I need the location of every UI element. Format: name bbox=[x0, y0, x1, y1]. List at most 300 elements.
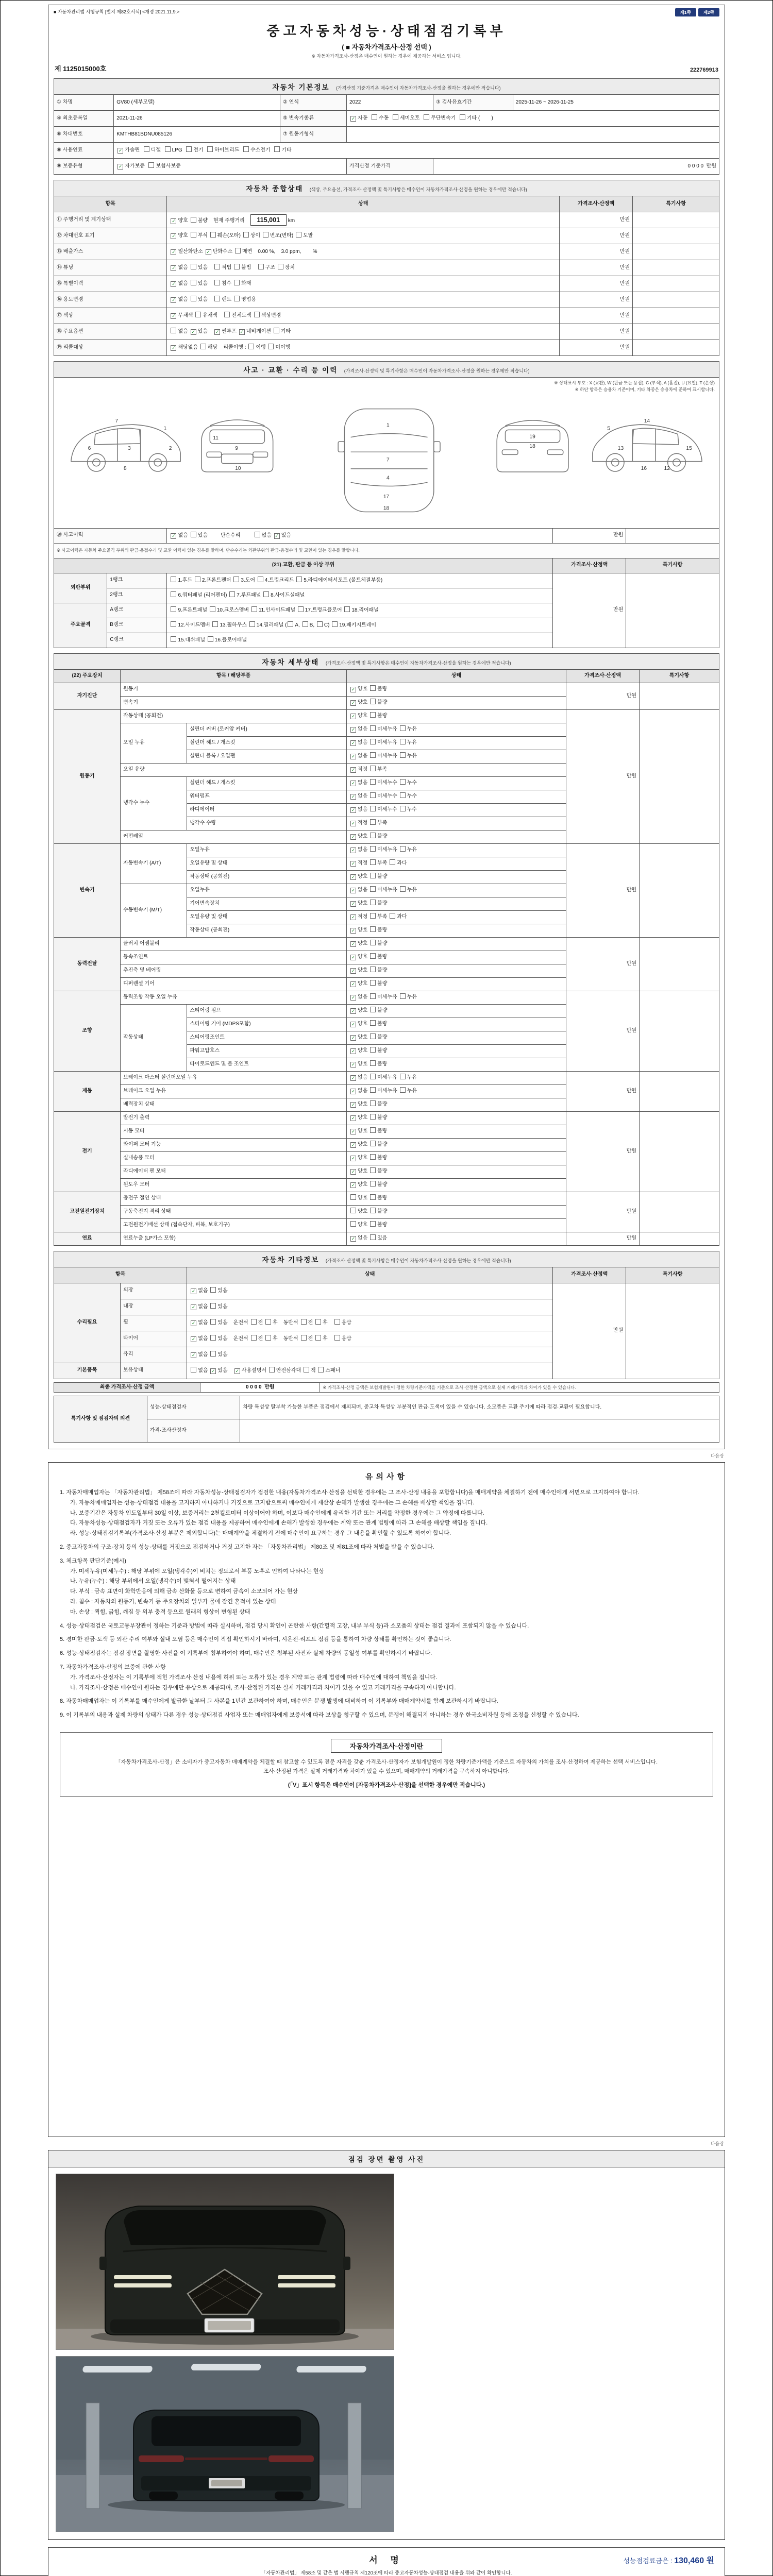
comprehensive-cell: ✓ 없음 있음 렌트 영업용 bbox=[167, 292, 560, 308]
detail-cell: 스티어링 기어 (MDPS포함) bbox=[187, 1018, 347, 1031]
comprehensive-row bbox=[54, 260, 719, 276]
accident-cell: 만원 bbox=[553, 528, 626, 543]
next-page-marker: 다음장 bbox=[710, 1453, 724, 1459]
diagram-number: 13 bbox=[617, 445, 624, 451]
base-price-cell: 0 0 0 0 만원 bbox=[433, 159, 719, 175]
comprehensive-cell bbox=[633, 292, 719, 308]
detail-cell: 실린더 헤드 / 개스킷 bbox=[187, 736, 347, 750]
checkbox-icon bbox=[370, 859, 376, 865]
detail-cell: ✓ 양호 불량 bbox=[347, 1018, 566, 1031]
detail-cell: 윈도우 모터 bbox=[121, 1178, 347, 1192]
detail-cell: 항목 / 해당부품 bbox=[121, 669, 347, 683]
notice-line: 다. 자동차성능·상태점검자가 거짓 또는 오류가 있는 점검 내용을 제공하여 매수인에게 손해가 발생한 경우에는 계약 또는 관계 법령에 따라 그 손해를 배상할 책임을 집니다. bbox=[70, 1520, 488, 1527]
checkbox-icon bbox=[251, 1335, 257, 1341]
checkbox-checked-icon: ✓ bbox=[351, 901, 356, 907]
checkbox-icon bbox=[171, 328, 176, 333]
page-badges bbox=[675, 8, 719, 16]
detail-cell: 작동상태 (공회전) bbox=[187, 870, 347, 884]
photo-front-svg bbox=[56, 2174, 394, 2349]
section-etc-note: (가격조사·산정액 및 특기사항은 매수인이 자동차가격조사·산정을 원하는 경우에만 적습니다) bbox=[325, 1258, 511, 1263]
checkbox-checked-icon: ✓ bbox=[118, 148, 123, 154]
checkbox-icon bbox=[171, 606, 176, 612]
detail-cell: ✓ 양호 불량 bbox=[347, 1125, 566, 1138]
photo-rear-svg bbox=[56, 2357, 394, 2532]
checkbox-checked-icon: ✓ bbox=[351, 1062, 356, 1067]
checkbox-icon bbox=[144, 146, 149, 152]
checkbox-checked-icon: ✓ bbox=[351, 1048, 356, 1054]
checkbox-icon bbox=[370, 1007, 376, 1012]
diagram-legend-line-2: ※ 하단 항목은 승용차 기준이며, 기타 차종은 승용차에 준하여 표시합니다. bbox=[575, 386, 715, 392]
detail-cell: 실내송풍 모터 bbox=[121, 1151, 347, 1165]
etc-cell: ✓ 없음 있음 운전석 전 후 동반석 전 후 응급 bbox=[187, 1331, 553, 1347]
basic-cell: ⑦ 원동기형식 bbox=[280, 127, 346, 143]
diagram-number: 16 bbox=[641, 465, 647, 471]
checkbox-icon bbox=[191, 232, 196, 238]
basic-row bbox=[54, 143, 719, 159]
checkbox-icon bbox=[370, 1033, 376, 1039]
etc-cell: 외장 bbox=[121, 1283, 187, 1299]
section-basic-header bbox=[54, 78, 719, 94]
detail-cell: 동력조향 작동 오일 누유 bbox=[121, 991, 347, 1004]
etc-cell: 항목 bbox=[54, 1267, 187, 1283]
form-top-header bbox=[54, 8, 719, 16]
inspection-photo-front bbox=[56, 2174, 394, 2350]
first-registration-date-cell: 2021-11-26 bbox=[114, 111, 280, 127]
accident-cell: 주요골격 bbox=[54, 603, 107, 648]
basic-cell: ⑨ 보증유형 bbox=[54, 159, 114, 175]
checkbox-checked-icon: ✓ bbox=[351, 1115, 356, 1121]
checkbox-icon bbox=[400, 752, 406, 758]
accident-cell bbox=[626, 528, 719, 543]
comprehensive-cell bbox=[633, 228, 719, 244]
etc-cell: 상태 bbox=[187, 1267, 553, 1283]
notice-line: 라. 침수 : 자동차의 원동기, 변속기 등 주요장치의 일부가 물에 잠긴 흔적이 있는 상태 bbox=[70, 1598, 276, 1605]
checkbox-icon bbox=[212, 621, 218, 627]
checkbox-icon bbox=[370, 752, 376, 758]
checkbox-checked-icon: ✓ bbox=[351, 740, 356, 746]
checkbox-checked-icon: ✓ bbox=[351, 995, 356, 1001]
section-etc-header bbox=[54, 1251, 719, 1267]
detail-cell: 만원 bbox=[566, 937, 640, 991]
checkbox-checked-icon: ✓ bbox=[191, 1320, 196, 1326]
opinion-row bbox=[54, 1419, 719, 1443]
checkbox-icon bbox=[370, 926, 376, 932]
detail-cell: ✓ 양호 불량 bbox=[347, 1151, 566, 1165]
diagram-number: 14 bbox=[644, 418, 650, 424]
checkbox-icon bbox=[248, 344, 254, 349]
checkbox-icon bbox=[424, 114, 429, 120]
accident-cell: 외판부위 bbox=[54, 573, 107, 603]
notice-line: 3. 체크항목 판단기준(예시) bbox=[60, 1557, 126, 1564]
detail-cell: 만원 bbox=[566, 683, 640, 709]
accident-table-holder bbox=[54, 528, 719, 648]
checkbox-icon bbox=[460, 114, 465, 120]
basic-row bbox=[54, 127, 719, 143]
checkbox-icon bbox=[234, 296, 240, 301]
section-detail-title: 자동차 세부상태 bbox=[262, 658, 320, 666]
detail-cell bbox=[640, 683, 719, 709]
checkbox-icon bbox=[370, 685, 376, 691]
comprehensive-cell: ✓ 없음 있음 적법 불법 구조 장치 bbox=[167, 260, 560, 276]
checkbox-icon bbox=[235, 248, 241, 253]
detail-cell bbox=[640, 1232, 719, 1245]
comprehensive-table-holder bbox=[54, 196, 719, 356]
price-survey-info-line-2: 조사·산정된 가격은 실제 거래가격과 차이가 있을 수 있으며, 매매계약의 거래가격을 구속하지 아니합니다. bbox=[263, 1768, 510, 1774]
basic-row bbox=[54, 159, 719, 175]
checkbox-icon bbox=[370, 1087, 376, 1093]
detail-cell: 가격조사·산정액 bbox=[566, 669, 640, 683]
notice-line: 다. 부식 : 금속 표면이 화학반응에 의해 금속 산화물 등으로 변하여 금속이 소모되어 가는 현상 bbox=[70, 1588, 298, 1595]
document-number-row bbox=[55, 63, 718, 73]
checkbox-checked-icon: ✓ bbox=[351, 928, 356, 934]
checkbox-icon bbox=[370, 1020, 376, 1026]
checkbox-checked-icon: ✓ bbox=[351, 714, 356, 719]
checkbox-checked-icon: ✓ bbox=[351, 981, 356, 987]
checkbox-icon bbox=[191, 280, 196, 285]
checkbox-icon bbox=[370, 819, 376, 825]
detail-cell bbox=[640, 937, 719, 991]
section-accident-note: (가격조사·산정액 및 특기사항은 매수인이 자동차가격조사·산정을 원하는 경우에만 적습니다) bbox=[344, 368, 530, 374]
etc-cell: 없음 ✓ 있음 ✓ 사용설명서 안전삼각대 잭 스패너 bbox=[187, 1363, 553, 1379]
checkbox-icon bbox=[191, 264, 196, 269]
comprehensive-cell: 가격조사·산정액 bbox=[560, 196, 633, 212]
section-basic-title: 자동차 기본정보 bbox=[272, 83, 330, 91]
checkbox-icon bbox=[234, 280, 240, 285]
comprehensive-cell: ⑫ 차대번호 표기 bbox=[54, 228, 167, 244]
accident-cell: 1랭크 bbox=[107, 573, 167, 588]
checkbox-icon bbox=[254, 312, 260, 317]
accident-cell: 가격조사·산정액 bbox=[553, 558, 626, 573]
detail-row bbox=[54, 1111, 719, 1125]
detail-cell: 만원 bbox=[566, 1192, 640, 1232]
checkbox-icon bbox=[249, 621, 255, 627]
detail-cell bbox=[640, 1192, 719, 1232]
checkbox-icon bbox=[258, 264, 264, 269]
checkbox-icon bbox=[301, 1335, 307, 1341]
comprehensive-cell: 만원 bbox=[560, 292, 633, 308]
diagram-number: 6 bbox=[88, 445, 91, 451]
comprehensive-cell bbox=[633, 308, 719, 324]
comprehensive-cell: 만원 bbox=[560, 212, 633, 228]
comprehensive-cell bbox=[633, 276, 719, 292]
comprehensive-cell: ✓ 없음 있음 침수 화재 bbox=[167, 276, 560, 292]
detail-cell: 오일 유량 bbox=[121, 763, 347, 776]
fuel-type-cell: ✓ 가솔린 디젤 LPG 전기 하이브리드 수소전기 기타 bbox=[114, 143, 719, 159]
basic-cell: ⑤ 변속기종류 bbox=[280, 111, 346, 127]
detail-cell: 상태 bbox=[347, 669, 566, 683]
checkbox-checked-icon: ✓ bbox=[351, 794, 356, 800]
detail-cell: 제동 bbox=[54, 1071, 121, 1111]
checkbox-icon bbox=[210, 606, 215, 612]
detail-cell: (22) 주요장치 bbox=[54, 669, 121, 683]
diagram-number: 9 bbox=[235, 445, 238, 451]
checkbox-icon bbox=[370, 953, 376, 959]
accident-cell: 만원 bbox=[553, 573, 626, 648]
checkbox-icon bbox=[393, 114, 398, 120]
comprehensive-cell: ✓ 양호 부식 훼손(오타) 상이 변조(변타) 도말 bbox=[167, 228, 560, 244]
comprehensive-cell: ✓ 해당없음 해당 리콜이행 : 이행 미이행 bbox=[167, 340, 560, 356]
detail-cell: ✓ 양호 불량 bbox=[347, 977, 566, 991]
detail-cell: 동력전달 bbox=[54, 937, 121, 991]
comprehensive-row bbox=[54, 324, 719, 340]
etc-table-holder bbox=[54, 1267, 719, 1379]
accident-cell: 15.대쉬패널 16.플로어패널 bbox=[167, 633, 553, 648]
checkbox-icon bbox=[370, 873, 376, 878]
checkbox-icon bbox=[400, 725, 406, 731]
detail-cell: 작동상태 bbox=[121, 1004, 187, 1071]
notice-list bbox=[60, 1488, 713, 1721]
checkbox-icon bbox=[370, 993, 376, 999]
notice-line: 6. 성능·상태점검자는 점검 장면을 촬영한 사진을 이 기록부에 첨부하여야 하며, 매수인은 첨부된 사진과 실제 차량의 동일성 여부를 확인하시기 바랍니다. bbox=[60, 1650, 432, 1657]
checkbox-checked-icon: ✓ bbox=[172, 249, 176, 255]
checkbox-checked-icon: ✓ bbox=[172, 265, 176, 271]
section-etc-title: 자동차 기타정보 bbox=[262, 1256, 320, 1264]
detail-cell: ✓ 양호 불량 bbox=[347, 1138, 566, 1151]
checkbox-checked-icon: ✓ bbox=[351, 1156, 356, 1161]
etc-cell: 만원 bbox=[553, 1283, 626, 1379]
detail-cell: 오일 누유 bbox=[121, 723, 187, 763]
detail-cell: ✓ 양호 불량 bbox=[347, 870, 566, 884]
etc-cell: ✓ 없음 있음 bbox=[187, 1299, 553, 1315]
detail-table bbox=[54, 669, 719, 1246]
diagram-number: 7 bbox=[115, 418, 119, 424]
checkbox-checked-icon: ✓ bbox=[172, 218, 176, 224]
checkbox-checked-icon: ✓ bbox=[351, 700, 356, 706]
etc-cell bbox=[626, 1283, 719, 1379]
comprehensive-cell bbox=[633, 212, 719, 228]
accident-cell bbox=[626, 573, 719, 648]
inspection-fee-label: 성능점검료금은 : bbox=[623, 2557, 673, 2565]
detail-cell: 양호 불량 bbox=[347, 1218, 566, 1232]
checkbox-icon bbox=[400, 792, 406, 798]
basic-cell: ③ 검사유효기간 bbox=[433, 95, 513, 111]
checkbox-checked-icon: ✓ bbox=[351, 1129, 356, 1134]
checkbox-icon bbox=[372, 114, 377, 120]
checkbox-icon bbox=[315, 1335, 321, 1341]
detail-cell: ✓ 없음 있음 bbox=[347, 1232, 566, 1245]
inspection-fee-value: 130,460 원 bbox=[674, 2556, 714, 2565]
model-name-cell: GV80 (세부모델) bbox=[114, 95, 280, 111]
detail-cell: 만원 bbox=[566, 991, 640, 1071]
checkbox-checked-icon: ✓ bbox=[351, 1169, 356, 1175]
basic-cell: ④ 최초등록일 bbox=[54, 111, 114, 127]
detail-cell: ✓ 양호 불량 bbox=[347, 1004, 566, 1018]
detail-cell: ✓ 적정 부족 과다 bbox=[347, 910, 566, 924]
next-page-marker-2: 다음장 bbox=[710, 2141, 724, 2146]
checkbox-icon bbox=[400, 806, 406, 811]
detail-cell: ✓ 없음 미세누유 누유 bbox=[347, 843, 566, 857]
basic-row bbox=[54, 111, 719, 127]
main-form bbox=[48, 5, 725, 1449]
checkbox-icon bbox=[263, 591, 269, 597]
final-price-value: 0 0 0 0 만원 bbox=[200, 1382, 320, 1393]
detail-cell: ✓ 양호 불량 bbox=[347, 897, 566, 910]
notice-line: 가. 자동차매매업자는 성능·상태점검 내용을 고지하지 아니하거나 거짓으로 고지함으로써 매수인에게 재산상 손해가 발생한 경우에는 그 손해를 배상할 책임을 집니다. bbox=[70, 1499, 475, 1506]
detail-cell: ✓ 양호 불량 bbox=[347, 683, 566, 696]
checkbox-checked-icon: ✓ bbox=[351, 1236, 356, 1242]
price-survey-info-title-row bbox=[69, 1739, 704, 1753]
checkbox-checked-icon: ✓ bbox=[351, 821, 356, 826]
checkbox-icon bbox=[370, 779, 376, 785]
checkbox-icon bbox=[400, 779, 406, 785]
notice-line: 나. 보증기간은 자동차 인도일부터 30일 이상, 보증거리는 2천킬로미터 이상이어야 하며, 이보다 매수인에게 유리한 기간 또는 거리를 약정한 경우에는 그 약정에 따릅니다. bbox=[70, 1510, 484, 1516]
checkbox-checked-icon: ✓ bbox=[351, 861, 356, 867]
detail-cell: 디퍼렌셜 기어 bbox=[121, 977, 347, 991]
detail-cell: ✓ 양호 불량 bbox=[347, 1058, 566, 1071]
checkbox-icon bbox=[278, 264, 283, 269]
detail-cell: 자기진단 bbox=[54, 683, 121, 709]
comprehensive-cell: ⑱ 주요옵션 bbox=[54, 324, 167, 340]
comprehensive-cell bbox=[633, 324, 719, 340]
detail-cell: ✓ 양호 불량 bbox=[347, 1044, 566, 1058]
detail-cell: 기어변속장치 bbox=[187, 897, 347, 910]
finalprice-table bbox=[54, 1382, 719, 1393]
detail-cell: ✓ 양호 불량 bbox=[347, 964, 566, 977]
detail-cell: 브레이크 마스터 실린더오일 누유 bbox=[121, 1071, 347, 1084]
checkbox-checked-icon: ✓ bbox=[351, 914, 356, 920]
comprehensive-cell: ⑭ 튜닝 bbox=[54, 260, 167, 276]
comprehensive-cell: ✓ 무채색 유채색 전체도색 색상변경 bbox=[167, 308, 560, 324]
accident-cell: 2랭크 bbox=[107, 588, 167, 603]
checkbox-checked-icon: ✓ bbox=[351, 727, 356, 733]
diagram-number: 15 bbox=[686, 445, 692, 451]
etc-row bbox=[54, 1267, 719, 1283]
basic-cell: ⑧ 사용연료 bbox=[54, 143, 114, 159]
comprehensive-cell: ⑰ 색상 bbox=[54, 308, 167, 324]
checkbox-icon bbox=[191, 1367, 196, 1372]
price-survey-info-bold: (「V」표시 항목은 매수인이 [자동차가격조사·산정]을 선택한 경우에만 적습니다.) bbox=[288, 1782, 485, 1788]
detail-row bbox=[54, 683, 719, 696]
comprehensive-cell bbox=[633, 244, 719, 260]
checkbox-icon bbox=[195, 312, 201, 317]
checkbox-checked-icon: ✓ bbox=[351, 1022, 356, 1027]
basic-table bbox=[54, 94, 719, 175]
checkbox-icon bbox=[370, 725, 376, 731]
detail-cell: 연료 bbox=[54, 1232, 121, 1245]
checkbox-icon bbox=[400, 739, 406, 744]
notice-line: 마. 손상 : 찍힘, 긁힘, 깨짐 등 외부 충격 등으로 원래의 형상이 변형된 상태 bbox=[70, 1608, 250, 1615]
detail-cell: ✓ 없음 미세누유 누유 bbox=[347, 750, 566, 763]
detail-cell: ✓ 양호 불량 bbox=[347, 830, 566, 843]
transmission-type-cell: ✓ 자동 수동 세미오토 무단변속기 기타 ( ) bbox=[347, 111, 719, 127]
checkbox-checked-icon: ✓ bbox=[235, 1368, 239, 1374]
checkbox-icon bbox=[191, 532, 196, 537]
detail-cell: 자동변속기 (A/T) bbox=[121, 843, 187, 884]
checkbox-icon bbox=[251, 1319, 257, 1325]
detail-cell: 양호 불량 bbox=[347, 1205, 566, 1218]
detail-cell: 충전구 절연 상태 bbox=[121, 1192, 347, 1205]
checkbox-icon bbox=[243, 146, 249, 152]
checkbox-icon bbox=[400, 886, 406, 892]
checkbox-icon bbox=[207, 146, 213, 152]
checkbox-icon bbox=[400, 846, 406, 852]
etc-row bbox=[54, 1283, 719, 1299]
checkbox-icon bbox=[224, 312, 230, 317]
document-number: 제 1125015000호 bbox=[55, 65, 107, 73]
checkbox-checked-icon: ✓ bbox=[118, 164, 123, 170]
detail-cell: 실린더 블록 / 오일팬 bbox=[187, 750, 347, 763]
notice-line: 8. 자동차매매업자는 이 기록부를 매수인에게 발급한 날부터 그 사본을 1년간 보관하여야 하며, 매수인은 분쟁 발생에 대비하여 이 기록부와 매매계약서를 함께 보관하시기 바랍니다. bbox=[60, 1698, 498, 1705]
comprehensive-cell: 만원 bbox=[560, 228, 633, 244]
vin-cell: KMTHB81BDNU085126 bbox=[114, 127, 280, 143]
detail-cell: 작동상태 (공회전) bbox=[121, 709, 347, 723]
mileage-state-cell: ✓ 양호 불량 현재 주행거리 115,001 km bbox=[167, 212, 560, 228]
detail-cell: ✓ 양호 불량 bbox=[347, 1178, 566, 1192]
checkbox-icon bbox=[296, 232, 301, 238]
notice-line: 나. 가격조사·산정은 매수인이 원하는 경우에만 유상으로 제공되며, 조사·산정된 가격은 실제 거래가격과 차이가 있을 수 있고 거래가격을 구속하지 아니합니다. bbox=[70, 1684, 456, 1691]
checkbox-checked-icon: ✓ bbox=[240, 329, 244, 335]
checkbox-icon bbox=[370, 1221, 376, 1227]
detail-cell: ✓ 양호 불량 bbox=[347, 1111, 566, 1125]
diagram-number: 17 bbox=[383, 494, 390, 500]
checkbox-icon bbox=[210, 232, 216, 238]
checkbox-checked-icon: ✓ bbox=[351, 874, 356, 880]
checkbox-icon bbox=[390, 859, 395, 865]
detail-cell: 실린더 헤드 / 개스킷 bbox=[187, 776, 347, 790]
detail-cell: 양호 불량 bbox=[347, 1192, 566, 1205]
diagram-number: 1 bbox=[386, 422, 390, 428]
checkbox-icon bbox=[263, 232, 268, 238]
checkbox-icon bbox=[234, 264, 240, 269]
etc-cell: 타이어 bbox=[121, 1331, 187, 1347]
checkbox-icon bbox=[370, 913, 376, 919]
detail-cell: ✓ 양호 불량 bbox=[347, 1098, 566, 1111]
detail-cell: 오일누유 bbox=[187, 884, 347, 897]
accident-cell: C랭크 bbox=[107, 633, 167, 648]
notice-line: 5. 경미한 판금·도색 등 외관 수리 여부와 실내 오염 등은 매수인이 직접 확인하시기 바라며, 시운전·리프트 점검 등을 통하여 차량 상태를 확인하는 것이 좋습니다. bbox=[60, 1636, 451, 1643]
detail-cell: ✓ 없음 미세누유 누유 bbox=[347, 736, 566, 750]
checkbox-checked-icon: ✓ bbox=[351, 1008, 356, 1014]
section-comprehensive-header bbox=[54, 180, 719, 196]
etc-cell: 가격조사·산정액 bbox=[553, 1267, 626, 1283]
comprehensive-row bbox=[54, 292, 719, 308]
detail-cell: 실린더 커버 (로커암 커버) bbox=[187, 723, 347, 736]
checkbox-icon bbox=[165, 146, 171, 152]
comprehensive-cell: 항목 bbox=[54, 196, 167, 212]
checkbox-icon bbox=[288, 621, 293, 627]
checkbox-icon bbox=[265, 1335, 271, 1341]
basic-cell: ① 차명 bbox=[54, 95, 114, 111]
accident-table bbox=[54, 528, 719, 648]
checkbox-checked-icon: ✓ bbox=[351, 1075, 356, 1081]
checkbox-checked-icon: ✓ bbox=[172, 313, 176, 319]
detail-cell: ✓ 양호 불량 bbox=[347, 937, 566, 951]
detail-cell: ✓ 없음 미세누수 누수 bbox=[347, 790, 566, 803]
etc-cell: 휠 bbox=[121, 1315, 187, 1331]
detail-cell: 브레이크 오일 누유 bbox=[121, 1084, 347, 1098]
diagram-number: 5 bbox=[607, 425, 611, 431]
section-comprehensive-title: 자동차 종합상태 bbox=[246, 185, 304, 193]
detail-cell: 변속기 bbox=[121, 696, 347, 709]
checkbox-icon bbox=[148, 162, 154, 168]
checkbox-icon bbox=[370, 1194, 376, 1200]
notice-line: 9. 이 기록부의 내용과 실제 차량의 상태가 다른 경우 성능·상태점검 사업자 또는 매매업자에게 보증서에 따라 보상을 청구할 수 있으며, 분쟁이 해결되지 아니하는 경우 한국소비자원 등에 조정을 신청할 수 있습니다. bbox=[60, 1712, 579, 1719]
checkbox-checked-icon: ✓ bbox=[191, 329, 195, 335]
checkbox-icon bbox=[243, 232, 249, 238]
detail-cell: 와이퍼 모터 기능 bbox=[121, 1138, 347, 1151]
detail-cell: ✓ 없음 미세누유 누유 bbox=[347, 991, 566, 1004]
notice-line: 7. 자동차가격조사·산정의 보증에 관한 사항 bbox=[60, 1664, 166, 1670]
checkbox-icon bbox=[210, 1303, 216, 1309]
checkbox-icon bbox=[370, 940, 376, 945]
checkbox-icon bbox=[317, 621, 323, 627]
detail-cell: 만원 bbox=[566, 1071, 640, 1111]
diagram-number: 1 bbox=[163, 425, 167, 431]
detail-cell bbox=[640, 1111, 719, 1192]
notice-title: 유의사항 bbox=[365, 1472, 408, 1481]
checkbox-icon bbox=[304, 1367, 309, 1372]
detail-cell: ✓ 적정 부족 과다 bbox=[347, 857, 566, 870]
